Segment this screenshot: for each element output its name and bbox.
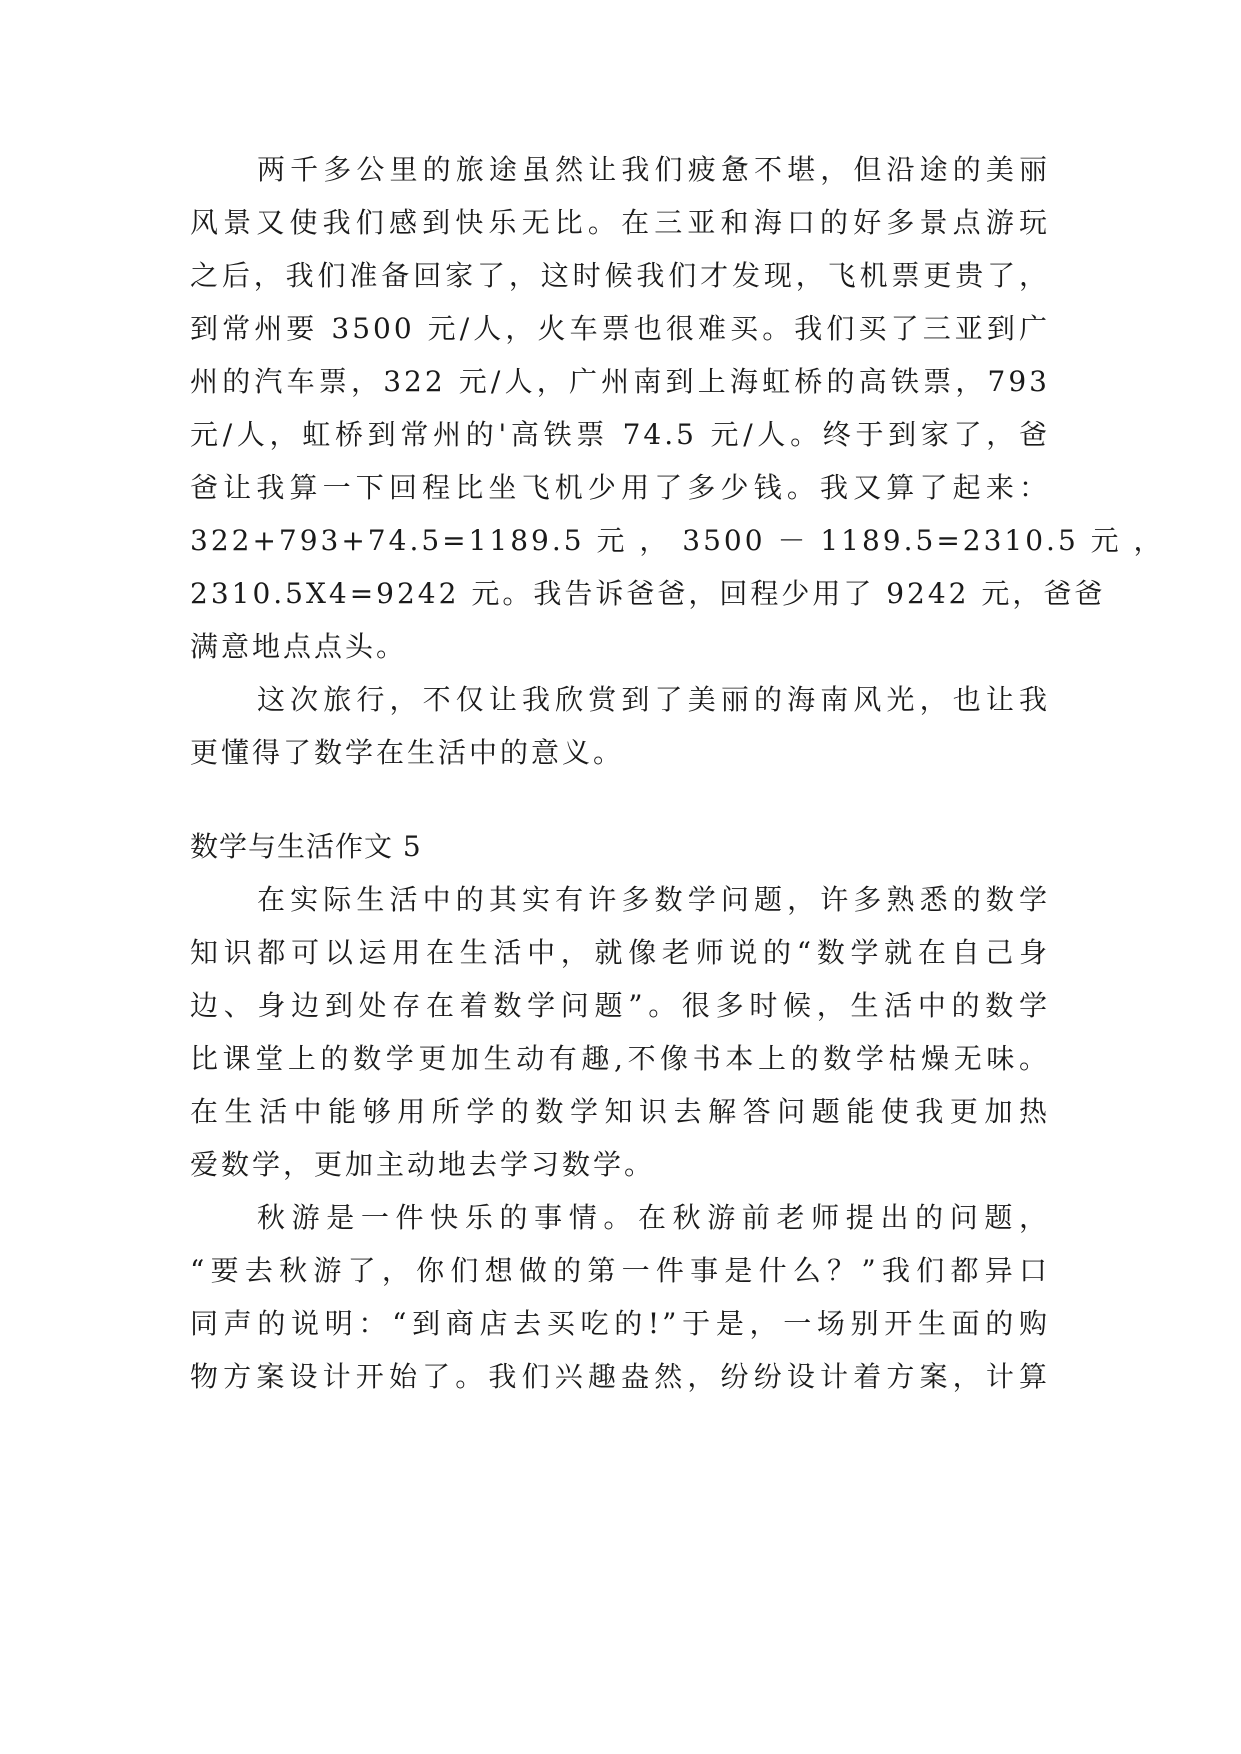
paragraph-line: 物方案设计开始了。我们兴趣盎然，纷纷设计着方案，计算 <box>190 1360 1050 1393</box>
paragraph-line: 同声的说明：“到商店去买吃的!”于是，一场别开生面的购 <box>190 1307 1050 1340</box>
paragraph-line: 爸让我算一下回程比坐飞机少用了多少钱。我又算了起来： <box>190 471 1050 504</box>
paragraph-line: 之后，我们准备回家了，这时候我们才发现，飞机票更贵了， <box>190 259 1050 292</box>
paragraph-line: 满意地点点头。 <box>190 630 408 663</box>
paragraph-line: 这次旅行，不仅让我欣赏到了美丽的海南风光，也让我 <box>257 683 1050 716</box>
paragraph-line: “要去秋游了，你们想做的第一件事是什么？”我们都异口 <box>190 1254 1050 1287</box>
paragraph-line: 秋游是一件快乐的事情。在秋游前老师提出的问题， <box>257 1201 1050 1234</box>
paragraph-line: 更懂得了数学在生活中的意义。 <box>190 736 625 769</box>
section-heading: 数学与生活作文 5 <box>190 830 422 863</box>
paragraph-line: 322+793+74.5=1189.5 元 ， 3500 － 1189.5=2310.5 元 ， <box>190 524 1165 557</box>
paragraph-line: 比课堂上的数学更加生动有趣,不像书本上的数学枯燥无味。 <box>190 1042 1050 1075</box>
paragraph-line: 风景又使我们感到快乐无比。在三亚和海口的好多景点游玩 <box>190 206 1050 239</box>
paragraph-line: 两千多公里的旅途虽然让我们疲惫不堪，但沿途的美丽 <box>257 153 1050 186</box>
paragraph-line: 在生活中能够用所学的数学知识去解答问题能使我更加热 <box>190 1095 1050 1128</box>
paragraph-line: 在实际生活中的其实有许多数学问题，许多熟悉的数学 <box>257 883 1050 916</box>
paragraph-line: 到常州要 3500 元/人，火车票也很难买。我们买了三亚到广 <box>190 312 1050 345</box>
paragraph-line: 知识都可以运用在生活中，就像老师说的“数学就在自己身 <box>190 936 1050 969</box>
paragraph-line: 2310.5X4=9242 元。我告诉爸爸，回程少用了 9242 元，爸爸 <box>190 577 1106 610</box>
paragraph-line: 州的汽车票，322 元/人，广州南到上海虹桥的高铁票，793 <box>190 365 1050 398</box>
paragraph-line: 元/人，虹桥到常州的'高铁票 74.5 元/人。终于到家了，爸 <box>190 418 1050 451</box>
paragraph-line: 边、身边到处存在着数学问题”。很多时候，生活中的数学 <box>190 989 1050 1022</box>
paragraph-line: 爱数学，更加主动地去学习数学。 <box>190 1148 656 1181</box>
